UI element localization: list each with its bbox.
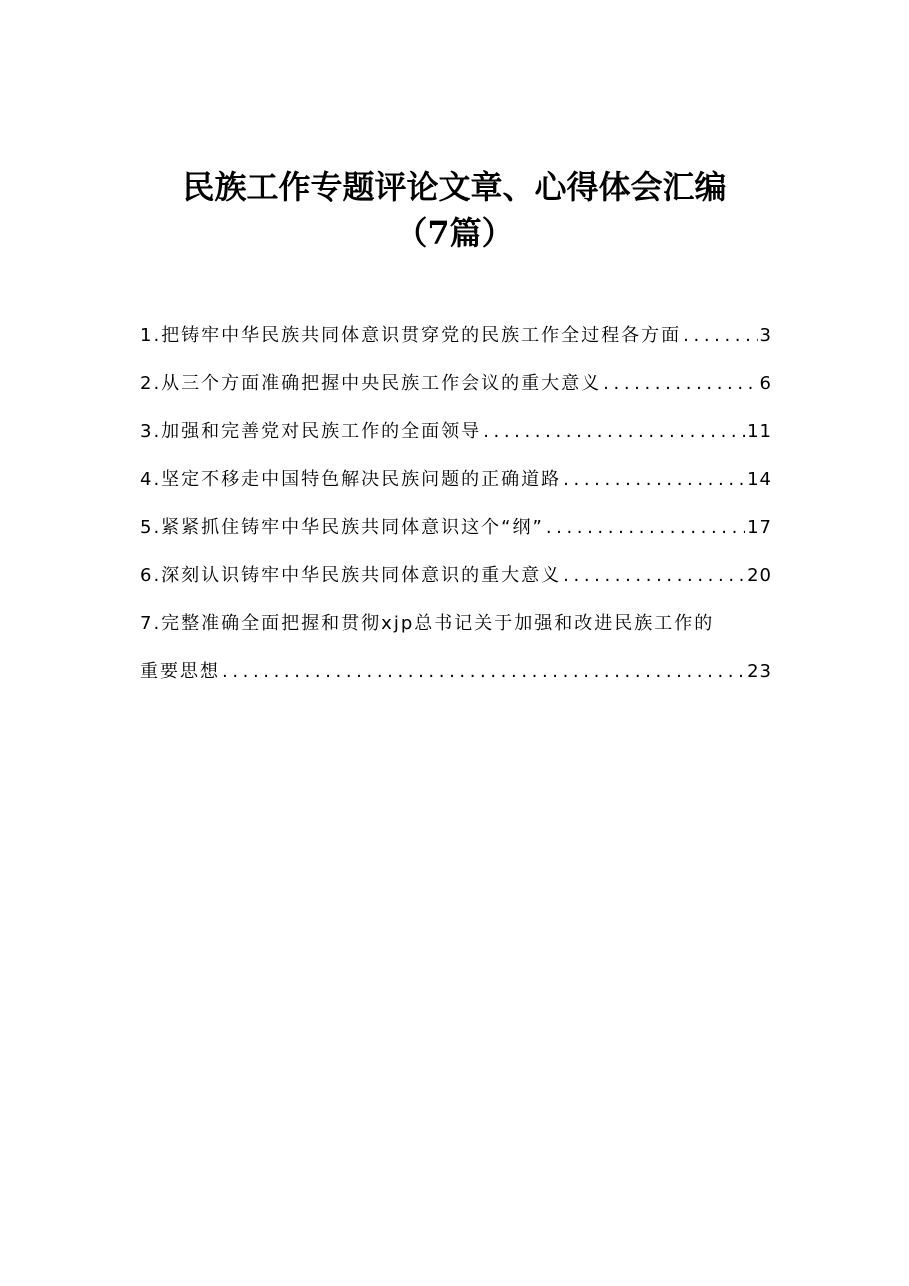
toc-entry-page: 20 [747,565,772,586]
title-count: （7篇） [395,214,514,252]
dot-leader [483,416,745,448]
toc-entry-7-line2[interactable] [140,656,772,704]
dot-leader [222,656,745,688]
toc-entry-page: 6 [759,373,772,394]
dot-leader [683,320,757,352]
toc-entry-1[interactable] [140,320,772,368]
toc-entry-6[interactable] [140,560,772,608]
title-main: 民族工作专题评论文章、心得体会汇编 [182,168,727,206]
toc-entry-label: 4.坚定不移走中国特色解决民族问题的正确道路 [140,469,562,490]
table-of-contents [140,320,772,704]
toc-entry-7-line1[interactable] [140,608,772,656]
toc-entry-label: 7.完整准确全面把握和贯彻xjp总书记关于加强和改进民族工作的 [140,613,715,634]
dot-leader [546,512,745,544]
toc-entry-page: 17 [747,517,772,538]
dot-leader [563,560,745,592]
dot-leader [603,368,757,400]
toc-entry-label: 3.加强和完善党对民族工作的全面领导 [140,421,482,442]
toc-entry-page: 23 [747,661,772,682]
toc-entry-page: 3 [759,325,772,346]
document-title [0,164,909,256]
toc-entry-label: 2.从三个方面准确把握中央民族工作会议的重大意义 [140,373,602,394]
toc-entry-label: 6.深刻认识铸牢中华民族共同体意识的重大意义 [140,565,562,586]
toc-entry-page: 11 [747,421,772,442]
toc-entry-2[interactable] [140,368,772,416]
toc-entry-3[interactable] [140,416,772,464]
toc-entry-label-continued: 重要思想 [140,661,220,682]
toc-entry-page: 14 [747,469,772,490]
dot-leader [563,464,745,496]
toc-entry-4[interactable] [140,464,772,512]
toc-entry-label: 1.把铸牢中华民族共同体意识贯穿党的民族工作全过程各方面 [140,325,682,346]
toc-entry-5[interactable] [140,512,772,560]
toc-entry-label: 5.紧紧抓住铸牢中华民族共同体意识这个“纲” [140,517,544,538]
